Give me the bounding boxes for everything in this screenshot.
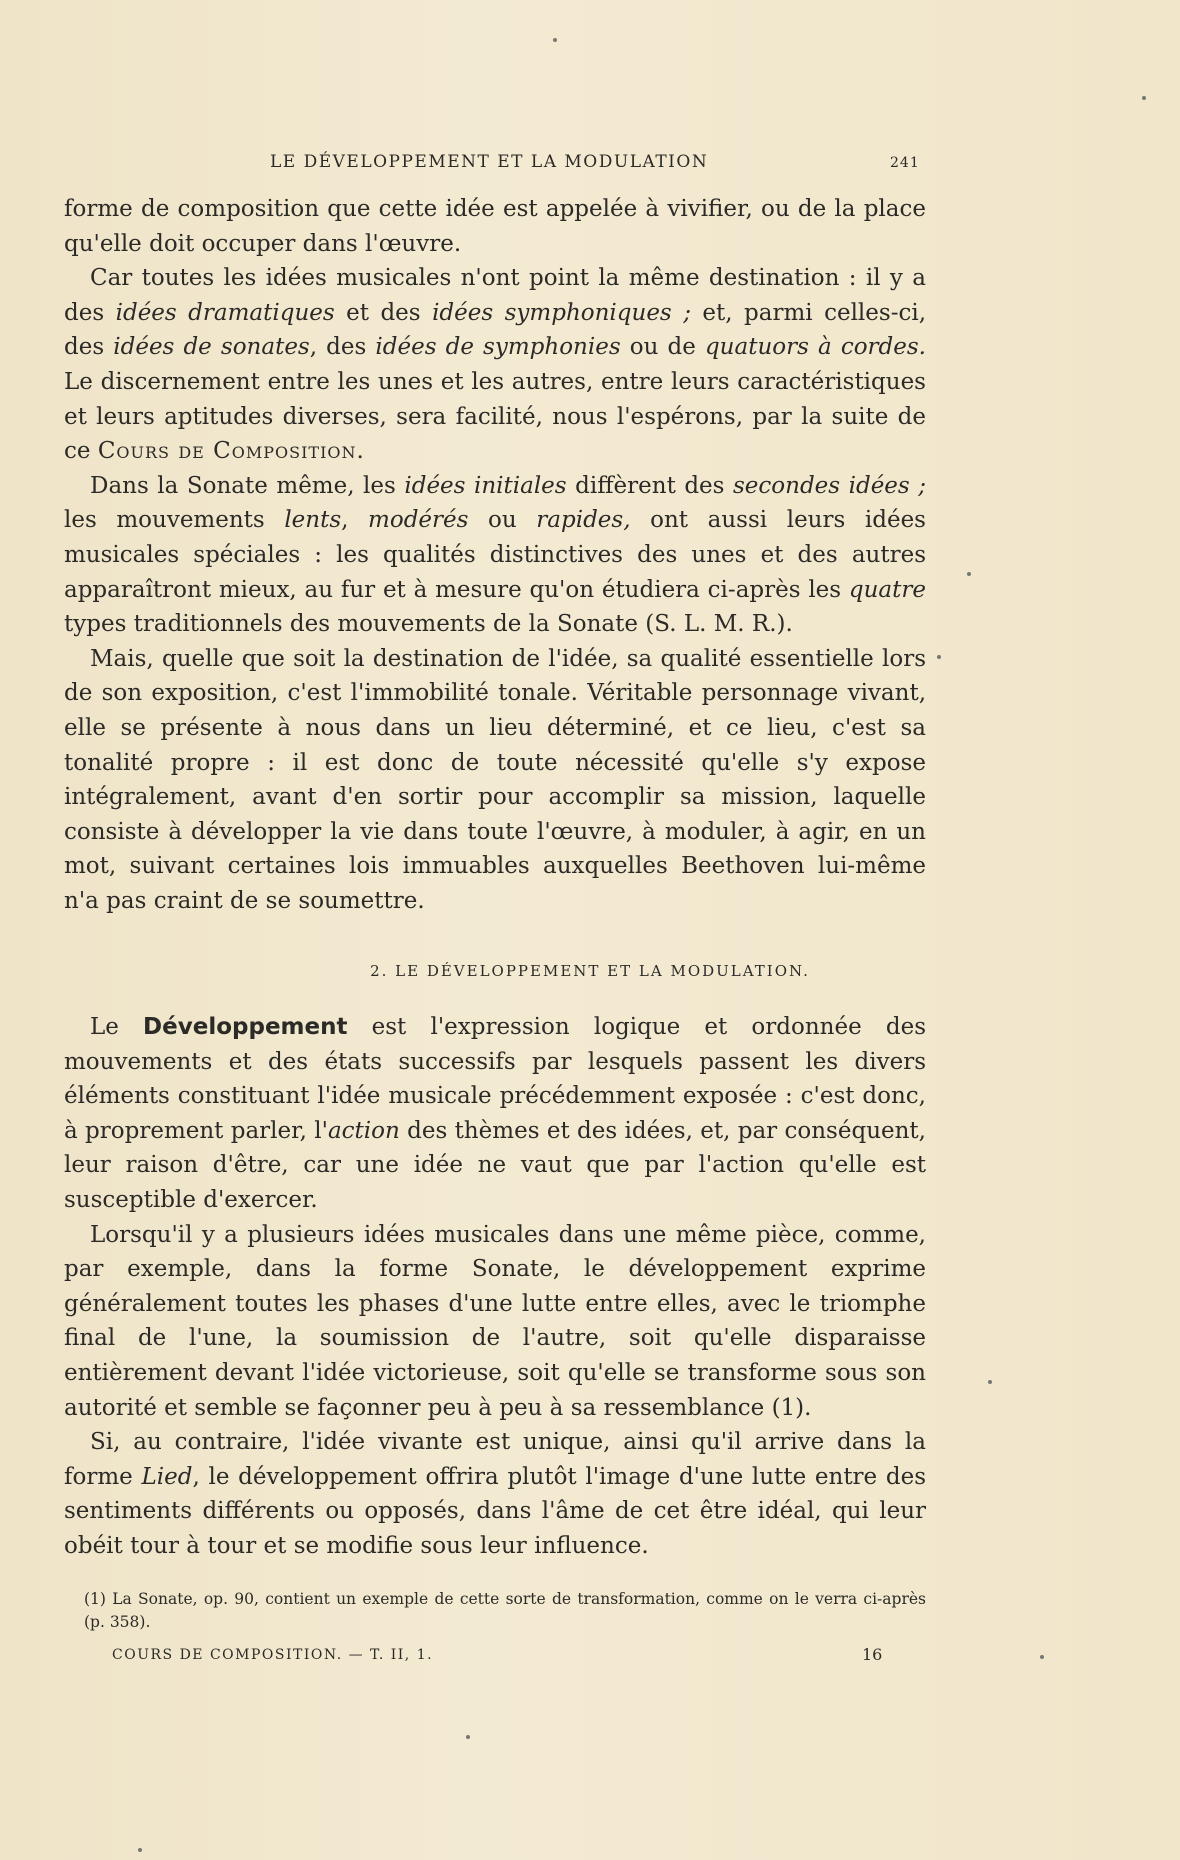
italic-term: Lied [141, 1463, 193, 1490]
running-header: LE DÉVELOPPEMENT ET LA MODULATION [270, 152, 709, 172]
paragraph: Car toutes les idées musicales n'ont point la même destination : il y a des idées dramatiques et des idées symphoniques ; et, parmi celles-ci, des idées de sonates, des idées de symphonies ou de quatuors à cordes. Le discernement entre les unes et les autres, entre leurs caractéristiques et leurs aptitudes diverses, sera facilité, nous l'espérons, par la suite de ce Cours de Composition. [64, 265, 927, 465]
italic-term: quatuors à cordes. [704, 334, 926, 361]
paragraph: Si, au contraire, l'idée vivante est unique, ainsi qu'il arrive dans la forme Lied, le développement offrira plutôt l'image d'une lutte entre des sentiments différents ou opposés, dans l'âme de cet être idéal, qui leur obéit tour à tour et se modifie sous leur influence. [64, 1429, 927, 1559]
footer-signature: COURS DE COMPOSITION. — T. II, 1. [112, 1647, 434, 1663]
italic-term: secondes idées ; [733, 472, 926, 499]
italic-term: modérés [368, 507, 469, 534]
italic-term: idées dramatiques [115, 299, 335, 326]
italic-term: idées symphoniques ; [432, 299, 691, 326]
italic-term: quatre [848, 576, 926, 603]
italic-term: idées de symphonies [375, 334, 621, 361]
paper-speck [937, 655, 941, 659]
paper-speck [1142, 96, 1146, 100]
book-title: Cours de Composition. [97, 438, 365, 465]
paper-speck [138, 1848, 142, 1852]
section-heading: 2. LE DÉVELOPPEMENT ET LA MODULATION. [370, 962, 810, 980]
italic-term: idées initiales [404, 472, 567, 499]
paper-speck [466, 1735, 470, 1739]
paragraph: Dans la Sonate même, les idées initiales diffèrent des secondes idées ; les mouvements lents, modérés ou rapides, ont aussi leurs idées musicales spéciales : les qualités distinctives des unes et des autres apparaîtront mieux, au fur et à mesure qu'on étudiera ci-après les quatre types traditionnels des mouvements de la Sonate (S. L. M. R.). [64, 472, 926, 638]
paragraph: Lorsqu'il y a plusieurs idées musicales dans une même pièce, comme, par exemple, dans la forme Sonate, le développement exprime généralement toutes les phases d'une lutte entre elles, avec le triomphe final de l'une, la soumission de l'autre, soit qu'elle disparaisse entièrement devant l'idée victorieuse, soit qu'elle se transforme sous son autorité et semble se façonner peu à peu à sa ressemblance (1). [64, 1221, 926, 1421]
paper-speck [967, 572, 971, 576]
paragraph: Le Développement est l'expression logique et ordonnée des mouvements et des états successifs par lesquels passent les divers éléments constituant l'idée musicale précédemment exposée : c'est donc, à proprement parler, l'action des thèmes et des idées, et, par conséquent, leur raison d'être, car une idée ne vaut que par l'action qu'elle est susceptible d'exercer. [64, 1014, 926, 1213]
italic-term: action [327, 1117, 400, 1144]
page-number: 241 [890, 155, 920, 171]
footnote: (1) La Sonate, op. 90, contient un exemple de cette sorte de transformation, comme on le verra ci-après (p. 358). [84, 1590, 926, 1631]
paragraph: Mais, quelle que soit la destination de l'idée, sa qualité essentielle lors de son exposition, c'est l'immobilité tonale. Véritable personnage vivant, elle se présente à nous dans un lieu déterminé, et ce lieu, c'est sa tonalité propre : il est donc de toute nécessité qu'elle s'y expose intégralement, avant d'en sortir pour accomplir sa mission, laquelle consiste à développer la vie dans toute l'œuvre, à moduler, à agir, en un mot, suivant certaines lois immuables auxquelles Beethoven lui-même n'a pas craint de se soumettre. [64, 645, 926, 914]
body-text-bottom [64, 1010, 926, 1564]
italic-term: rapides, [536, 507, 631, 534]
paragraph: forme de composition que cette idée est appelée à vivifier, ou de la place qu'elle doit occuper dans l'œuvre. [64, 196, 926, 257]
italic-term: lents [284, 507, 342, 534]
bold-term: Développement [143, 1014, 348, 1040]
paper-speck [1040, 1655, 1044, 1659]
paper-speck [553, 38, 557, 42]
paper-speck [988, 1380, 992, 1384]
italic-term: idées de sonates [113, 334, 310, 361]
body-text-top [64, 192, 926, 918]
sheet-number: 16 [862, 1645, 883, 1664]
